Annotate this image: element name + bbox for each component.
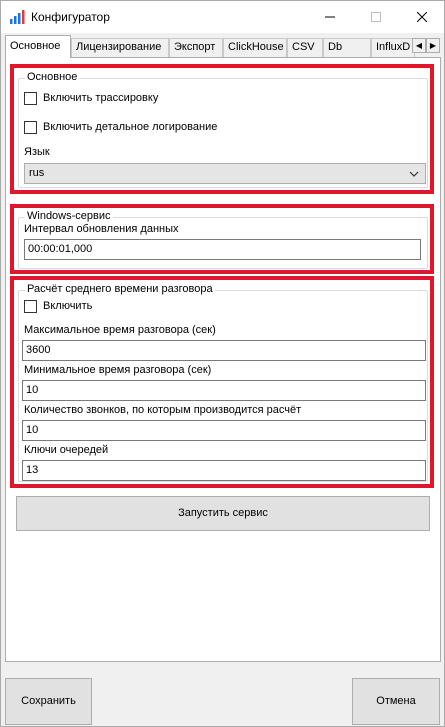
min-duration-input[interactable]: 10 [22, 380, 426, 401]
triangle-right-icon: ▶ [429, 41, 437, 50]
verbose-logging-checkbox[interactable] [24, 121, 37, 134]
tab-strip [5, 35, 441, 57]
tab-db[interactable]: Db [323, 38, 371, 57]
verbose-logging-label: Включить детальное логирование [43, 121, 218, 133]
signal-bars-icon [9, 9, 25, 25]
tracing-label: Включить трассировку [43, 92, 159, 104]
start-service-button[interactable]: Запустить сервис [16, 496, 430, 531]
avg-time-group-title: Расчёт среднего времени разговора [27, 283, 213, 295]
minimize-button[interactable] [307, 1, 353, 33]
close-button[interactable] [399, 1, 445, 33]
close-icon [417, 12, 427, 22]
tab-export[interactable]: Экспорт [169, 38, 223, 57]
save-button[interactable]: Сохранить [5, 678, 92, 725]
language-select[interactable] [24, 163, 426, 184]
calls-count-input[interactable]: 10 [22, 420, 426, 441]
tab-licensing[interactable]: Лицензирование [71, 38, 169, 57]
tab-influxdb[interactable]: InfluxD [371, 38, 415, 57]
avg-time-enable-label: Включить [43, 300, 93, 312]
min-duration-label: Минимальное время разговора (сек) [24, 364, 212, 376]
service-group [18, 210, 428, 269]
tab-clickhouse[interactable]: ClickHouse [223, 38, 287, 57]
chevron-down-icon [409, 165, 419, 190]
triangle-left-icon: ◀ [415, 41, 423, 50]
avg-time-group [18, 283, 428, 482]
language-value: rus [29, 167, 45, 179]
tab-csv[interactable]: CSV [287, 38, 323, 57]
interval-label: Интервал обновления данных [24, 223, 179, 235]
queue-keys-label: Ключи очередей [24, 444, 109, 456]
max-duration-label: Максимальное время разговора (сек) [24, 324, 216, 336]
maximize-button[interactable] [353, 1, 399, 33]
maximize-icon [371, 12, 381, 22]
max-duration-input[interactable]: 3600 [22, 340, 426, 361]
avg-time-enable-checkbox[interactable] [24, 300, 37, 313]
tab-basic[interactable]: Основное [5, 35, 71, 58]
calls-count-label: Количество звонков, по которым производится расчёт [24, 404, 302, 416]
window-title: Конфигуратор [31, 10, 110, 24]
interval-input[interactable]: 00:00:01,000 [24, 239, 421, 260]
tab-scroll-right-button[interactable] [426, 38, 440, 53]
language-label: Язык [24, 146, 50, 158]
basic-group-title: Основное [27, 71, 78, 83]
tab-page-basic [5, 57, 441, 662]
tab-scroll-left-button[interactable] [412, 38, 426, 53]
tracing-checkbox[interactable] [24, 92, 37, 105]
basic-group [18, 71, 428, 188]
queue-keys-input[interactable]: 13 [22, 460, 426, 481]
service-group-title: Windows-сервис [27, 210, 111, 222]
cancel-button[interactable]: Отмена [352, 678, 440, 725]
title-bar [1, 1, 444, 33]
minimize-icon [325, 12, 335, 22]
